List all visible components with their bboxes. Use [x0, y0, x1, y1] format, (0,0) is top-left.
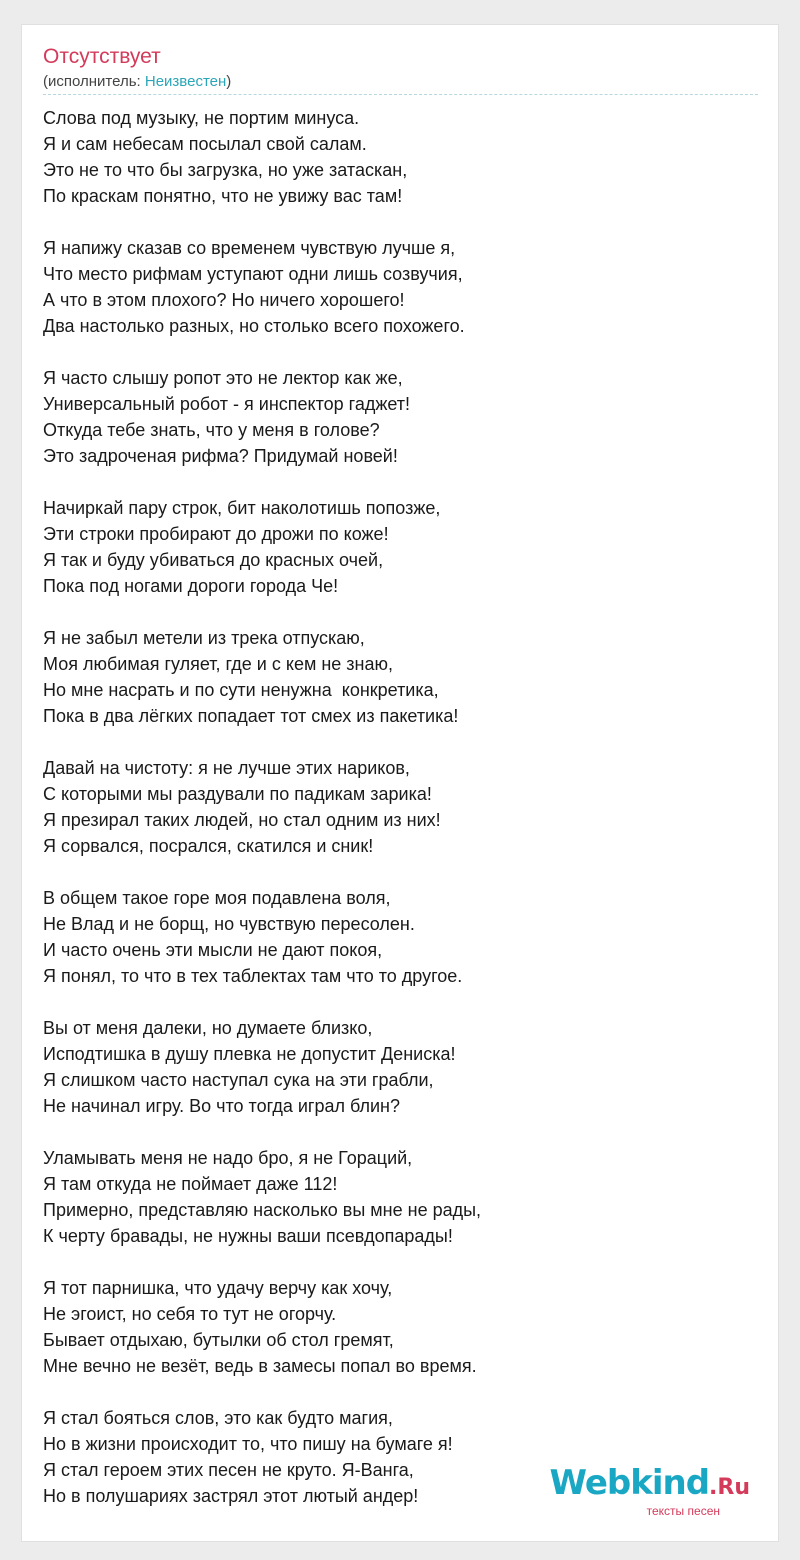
lyrics-line: Начиркай пару строк, бит наколотишь попозже, — [43, 498, 441, 518]
lyrics-line: Исподтишка в душу плевка не допустит Дениска! — [43, 1044, 456, 1064]
logo-wordmark — [549, 1463, 750, 1505]
lyrics-line: Слова под музыку, не портим минуса. — [43, 108, 360, 128]
lyrics-stanza — [43, 1275, 763, 1379]
lyrics-line: Вы от меня далеки, но думаете близко, — [43, 1018, 373, 1038]
artist-line — [43, 73, 231, 91]
lyrics-line: Два настолько разных, но столько всего похожего. — [43, 316, 465, 336]
lyrics-line: Но мне насрать и по сути ненужна конкретика, — [43, 680, 439, 700]
lyrics-line: Но в жизни происходит то, что пишу на бумаге я! — [43, 1434, 453, 1454]
lyrics-line: Пока в два лёгких попадает тот смех из пакетика! — [43, 706, 459, 726]
lyrics-line: Я там откуда не поймает даже 112! — [43, 1174, 338, 1194]
lyrics-line: Я презирал таких людей, но стал одним из них! — [43, 810, 441, 830]
lyrics-line: Это задроченая рифма? Придумай новей! — [43, 446, 398, 466]
lyrics-line: Не начинал игру. Во что тогда играл блин? — [43, 1096, 401, 1116]
lyrics-line: Не эгоист, но себя то тут не огорчу. — [43, 1304, 337, 1324]
divider — [43, 94, 758, 95]
lyrics-line: Давай на чистоту: я не лучше этих нариков, — [43, 758, 410, 778]
artist-suffix: ) — [226, 73, 232, 90]
song-title: Отсутствует — [43, 45, 161, 68]
lyrics-line: Но в полушариях застрял этот лютый андер! — [43, 1486, 419, 1506]
lyrics-stanza — [43, 365, 763, 469]
lyrics-line: В общем такое горе моя подавлена воля, — [43, 888, 391, 908]
lyrics-card — [21, 24, 779, 1542]
lyrics-line: С которыми мы раздували по падикам зарика! — [43, 784, 432, 804]
lyrics-line: Эти строки пробирают до дрожи по коже! — [43, 524, 389, 544]
lyrics-line: По краскам понятно, что не увижу вас там! — [43, 186, 403, 206]
lyrics-line: Универсальный робот - я инспектор гаджет! — [43, 394, 411, 414]
lyrics-line: Откуда тебе знать, что у меня в голове? — [43, 420, 380, 440]
lyrics-line: Примерно, представляю насколько вы мне не рады, — [43, 1200, 482, 1220]
lyrics-line: Я стал героем этих песен не круто. Я-Ванга, — [43, 1460, 414, 1480]
logo-suffix: .Ru — [709, 1475, 750, 1500]
lyrics-line: Уламывать меня не надо бро, я не Гораций, — [43, 1148, 413, 1168]
lyrics-stanza — [43, 235, 763, 339]
lyrics-line: Я сорвался, посрался, скатился и сник! — [43, 836, 374, 856]
logo-main-text: Webkind — [549, 1463, 710, 1503]
lyrics-stanza — [43, 495, 763, 599]
lyrics-line: Моя любимая гуляет, где и с кем не знаю, — [43, 654, 393, 674]
lyrics-stanza — [43, 755, 763, 859]
artist-link[interactable]: Неизвестен — [144, 73, 227, 90]
lyrics-stanza — [43, 1145, 763, 1249]
artist-prefix: (исполнитель: — [43, 73, 145, 90]
site-logo[interactable] — [549, 1463, 750, 1518]
lyrics-line: Я слишком часто наступал сука на эти грабли, — [43, 1070, 434, 1090]
lyrics-line: Мне вечно не везёт, ведь в замесы попал во время. — [43, 1356, 477, 1376]
lyrics-line: Не Влад и не борщ, но чувствую пересолен. — [43, 914, 415, 934]
lyrics-line: Я стал бояться слов, это как будто магия, — [43, 1408, 393, 1428]
lyrics-line: Пока под ногами дороги города Че! — [43, 576, 339, 596]
lyrics-line: Что место рифмам уступают одни лишь созвучия, — [43, 264, 463, 284]
lyrics-line: К черту бравады, не нужны ваши псевдопарады! — [43, 1226, 453, 1246]
lyrics-text — [43, 105, 763, 1509]
logo-tagline: тексты песен — [646, 1504, 720, 1518]
lyrics-stanza — [43, 885, 763, 989]
lyrics-stanza — [43, 625, 763, 729]
lyrics-line: Я напижу сказав со временем чувствую лучше я, — [43, 238, 456, 258]
lyrics-line: Я тот парнишка, что удачу верчу как хочу, — [43, 1278, 393, 1298]
lyrics-line: А что в этом плохого? Но ничего хорошего! — [43, 290, 405, 310]
lyrics-line: Я не забыл метели из трека отпускаю, — [43, 628, 365, 648]
lyrics-line: Я так и буду убиваться до красных очей, — [43, 550, 384, 570]
lyrics-line: Я понял, то что в тех таблектах там что то другое. — [43, 966, 463, 986]
lyrics-stanza — [43, 1015, 763, 1119]
lyrics-line: Это не то что бы загрузка, но уже затаскан, — [43, 160, 408, 180]
lyrics-line: Бывает отдыхаю, бутылки об стол гремят, — [43, 1330, 394, 1350]
lyrics-line: И часто очень эти мысли не дают покоя, — [43, 940, 383, 960]
lyrics-line: Я часто слышу ропот это не лектор как же, — [43, 368, 403, 388]
lyrics-line: Я и сам небесам посылал свой салам. — [43, 134, 367, 154]
lyrics-stanza — [43, 105, 763, 209]
